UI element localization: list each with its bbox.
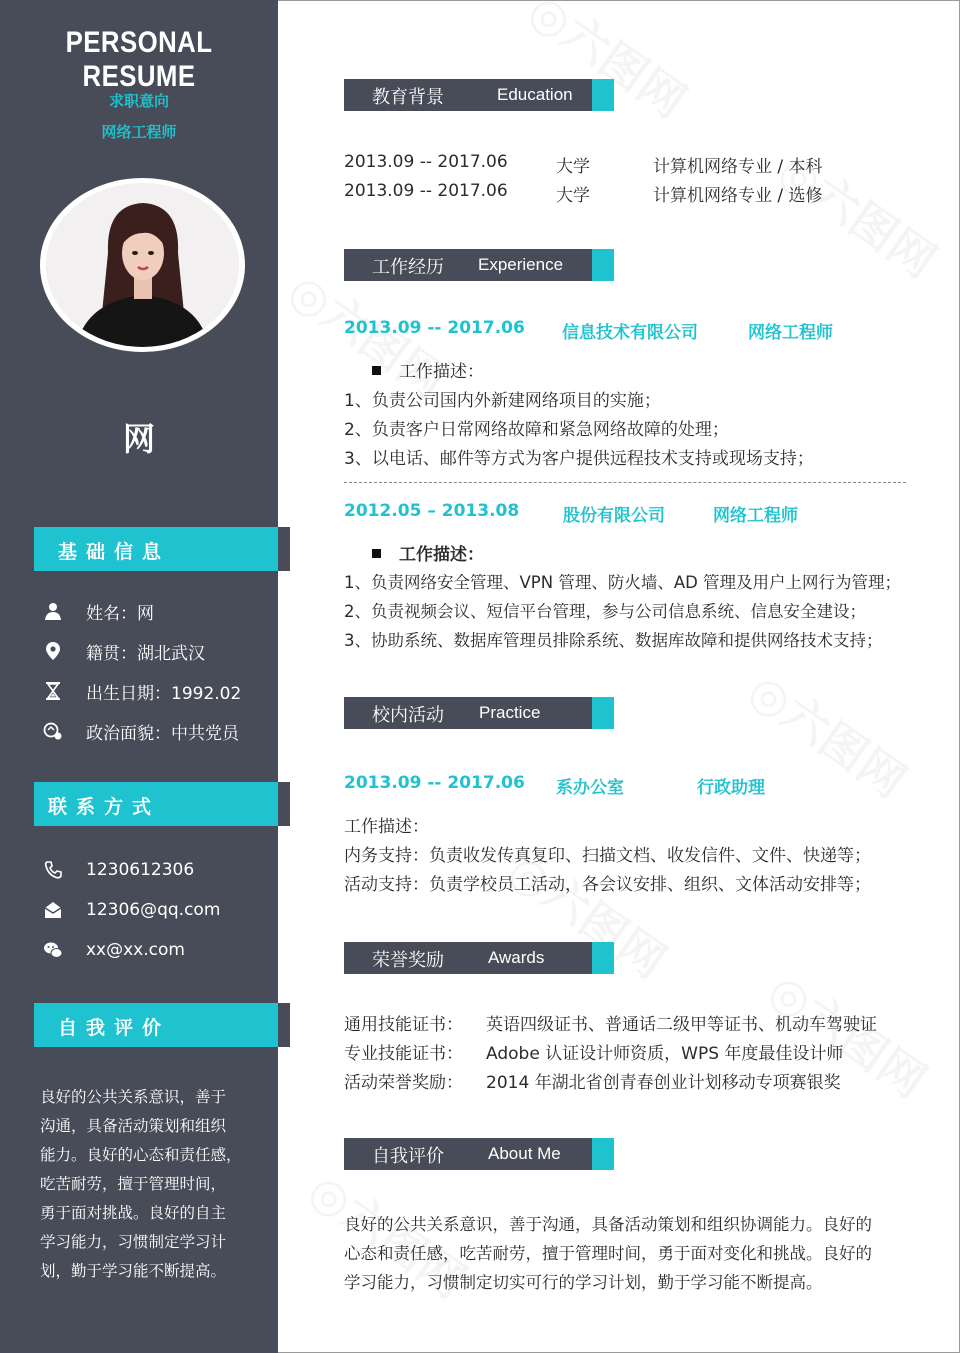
basic-info-heading-bar bbox=[34, 527, 290, 571]
awards-header bbox=[344, 942, 614, 974]
resume-title: PERSONAL RESUME bbox=[65, 26, 213, 93]
info-row-politics bbox=[40, 718, 239, 744]
contact-phone-text: 1230612306 bbox=[86, 860, 195, 880]
info-row-birth bbox=[40, 678, 241, 704]
candidate-name: 网 bbox=[122, 420, 155, 458]
education-header bbox=[344, 79, 614, 111]
education-school: 大学 bbox=[556, 186, 590, 206]
job-title: 网络工程师 bbox=[748, 323, 833, 343]
bullet-icon bbox=[372, 366, 381, 375]
job-desc-label bbox=[372, 357, 484, 382]
job-desc-label bbox=[372, 540, 484, 565]
about-line: 心态和责任感，吃苦耐劳，擅于管理时间，勇于面对变化和挑战。良好的 bbox=[344, 1244, 872, 1263]
education-major: 计算机网络专业 / 选修 bbox=[653, 186, 823, 206]
about-heading-zh: 自我评价 bbox=[372, 1146, 444, 1167]
education-heading-en: Education bbox=[497, 85, 573, 104]
practice-heading-zh: 校内活动 bbox=[372, 705, 444, 726]
contact-wechat-text: xx@xx.com bbox=[86, 940, 185, 960]
job-company: 信息技术有限公司 bbox=[562, 323, 698, 343]
about-heading-en: About Me bbox=[488, 1144, 561, 1163]
education-school: 大学 bbox=[556, 157, 590, 177]
eval-line: 吃苦耐劳，擅于管理时间， bbox=[40, 1175, 227, 1193]
practice-role: 行政助理 bbox=[697, 778, 765, 798]
info-name-text: 姓名：网 bbox=[86, 603, 154, 624]
job-period: 2013.09 -- 2017.06 bbox=[344, 318, 525, 338]
eval-line: 勇于面对挑战。良好的自主 bbox=[40, 1204, 227, 1222]
about-header bbox=[344, 1138, 614, 1170]
info-birth-text: 出生日期：1992.02 bbox=[86, 683, 242, 704]
politics-icon bbox=[40, 720, 66, 742]
info-row-hometown bbox=[40, 638, 205, 664]
job-desc-item: 1、负责网络安全管理、VPN 管理、防火墙、AD 管理及用户上网行为管理； bbox=[344, 573, 902, 592]
about-line: 良好的公共关系意识，善于沟通，具备活动策划和组织协调能力。良好的 bbox=[344, 1215, 872, 1234]
contact-email-text: 12306@qq.com bbox=[86, 900, 221, 920]
practice-line: 活动支持：负责学校员工活动，各会议安排、组织、文体活动安排等； bbox=[344, 875, 871, 895]
job-title: 网络工程师 bbox=[713, 506, 798, 526]
eval-line: 学习能力，习惯制定学习计 bbox=[40, 1233, 227, 1251]
job-desc-item: 3、以电话、邮件等方式为客户提供远程技术支持或现场支持； bbox=[344, 449, 814, 469]
info-hometown-text: 籍贯：湖北武汉 bbox=[86, 643, 205, 664]
award-label: 专业技能证书： bbox=[344, 1044, 463, 1064]
location-pin-icon bbox=[40, 640, 66, 662]
contact-row-email bbox=[40, 897, 220, 923]
info-politics-text: 政治面貌：中共党员 bbox=[86, 723, 239, 744]
eval-line: 沟通，具备活动策划和组织 bbox=[40, 1117, 227, 1135]
contact-heading: 联系方式 bbox=[48, 796, 161, 818]
job-intent-label: 求职意向 bbox=[108, 92, 169, 110]
job-desc-item: 2、负责客户日常网络故障和紧急网络故障的处理； bbox=[344, 420, 729, 440]
experience-heading-en: Experience bbox=[478, 255, 564, 274]
awards-heading-en: Awards bbox=[488, 948, 545, 967]
job-desc-item: 3、协助系统、数据库管理员排除系统、数据库故障和提供网络技术支持； bbox=[344, 631, 883, 650]
job-company: 股份有限公司 bbox=[563, 506, 665, 526]
job-divider bbox=[344, 482, 906, 483]
practice-line: 工作描述： bbox=[344, 817, 429, 837]
email-icon bbox=[40, 899, 66, 921]
bullet-icon bbox=[372, 549, 381, 558]
contact-row-wechat bbox=[40, 937, 185, 963]
award-value: 2014 年湖北省创青春创业计划移动专项赛银奖 bbox=[486, 1073, 841, 1093]
eval-line: 划，勤于学习能不断提高。 bbox=[40, 1262, 227, 1280]
phone-icon bbox=[40, 859, 66, 881]
self-eval-heading: 自我评价 bbox=[58, 1017, 171, 1039]
wechat-icon bbox=[40, 939, 66, 961]
person-icon bbox=[40, 600, 66, 622]
awards-heading-zh: 荣誉奖励 bbox=[372, 950, 444, 971]
hourglass-icon bbox=[40, 680, 66, 702]
education-heading-zh: 教育背景 bbox=[372, 87, 444, 108]
profile-photo bbox=[46, 183, 239, 347]
practice-line: 内务支持：负责收发传真复印、扫描文档、收发信件、文件、快递等； bbox=[344, 846, 871, 866]
job-desc-label-text: 工作描述： bbox=[399, 362, 484, 382]
eval-line: 良好的公共关系意识，善于 bbox=[40, 1088, 227, 1106]
job-desc-item: 2、负责视频会议、短信平台管理，参与公司信息系统、信息安全建设； bbox=[344, 602, 866, 621]
basic-info-heading: 基础信息 bbox=[58, 541, 171, 563]
award-value: 英语四级证书、普通话二级甲等证书、机动车驾驶证 bbox=[486, 1015, 877, 1035]
experience-heading-zh: 工作经历 bbox=[372, 257, 444, 278]
award-value: Adobe 认证设计师资质，WPS 年度最佳设计师 bbox=[486, 1044, 844, 1064]
education-period: 2013.09 -- 2017.06 bbox=[344, 181, 508, 201]
practice-header bbox=[344, 697, 614, 729]
education-major: 计算机网络专业 / 本科 bbox=[653, 157, 823, 177]
practice-org: 系办公室 bbox=[556, 778, 624, 798]
job-period: 2012.05 – 2013.08 bbox=[344, 501, 520, 521]
job-intent-value: 网络工程师 bbox=[101, 123, 177, 141]
contact-row-phone bbox=[40, 857, 194, 883]
info-row-name bbox=[40, 598, 154, 624]
award-label: 活动荣誉奖励： bbox=[344, 1073, 463, 1093]
practice-period: 2013.09 -- 2017.06 bbox=[344, 773, 525, 793]
practice-heading-en: Practice bbox=[479, 703, 541, 722]
job-desc-label-text: 工作描述： bbox=[399, 545, 484, 565]
contact-heading-bar bbox=[34, 782, 290, 826]
award-label: 通用技能证书： bbox=[344, 1015, 463, 1035]
experience-header bbox=[344, 249, 614, 281]
education-period: 2013.09 -- 2017.06 bbox=[344, 152, 508, 172]
sidebar-self-eval bbox=[40, 1083, 250, 1286]
job-desc-item: 1、负责公司国内外新建网络项目的实施； bbox=[344, 391, 661, 411]
eval-line: 能力。良好的心态和责任感， bbox=[40, 1146, 242, 1164]
about-line: 学习能力，习惯制定切实可行的学习计划，勤于学习能不断提高。 bbox=[344, 1273, 823, 1292]
self-eval-heading-bar bbox=[34, 1003, 290, 1047]
